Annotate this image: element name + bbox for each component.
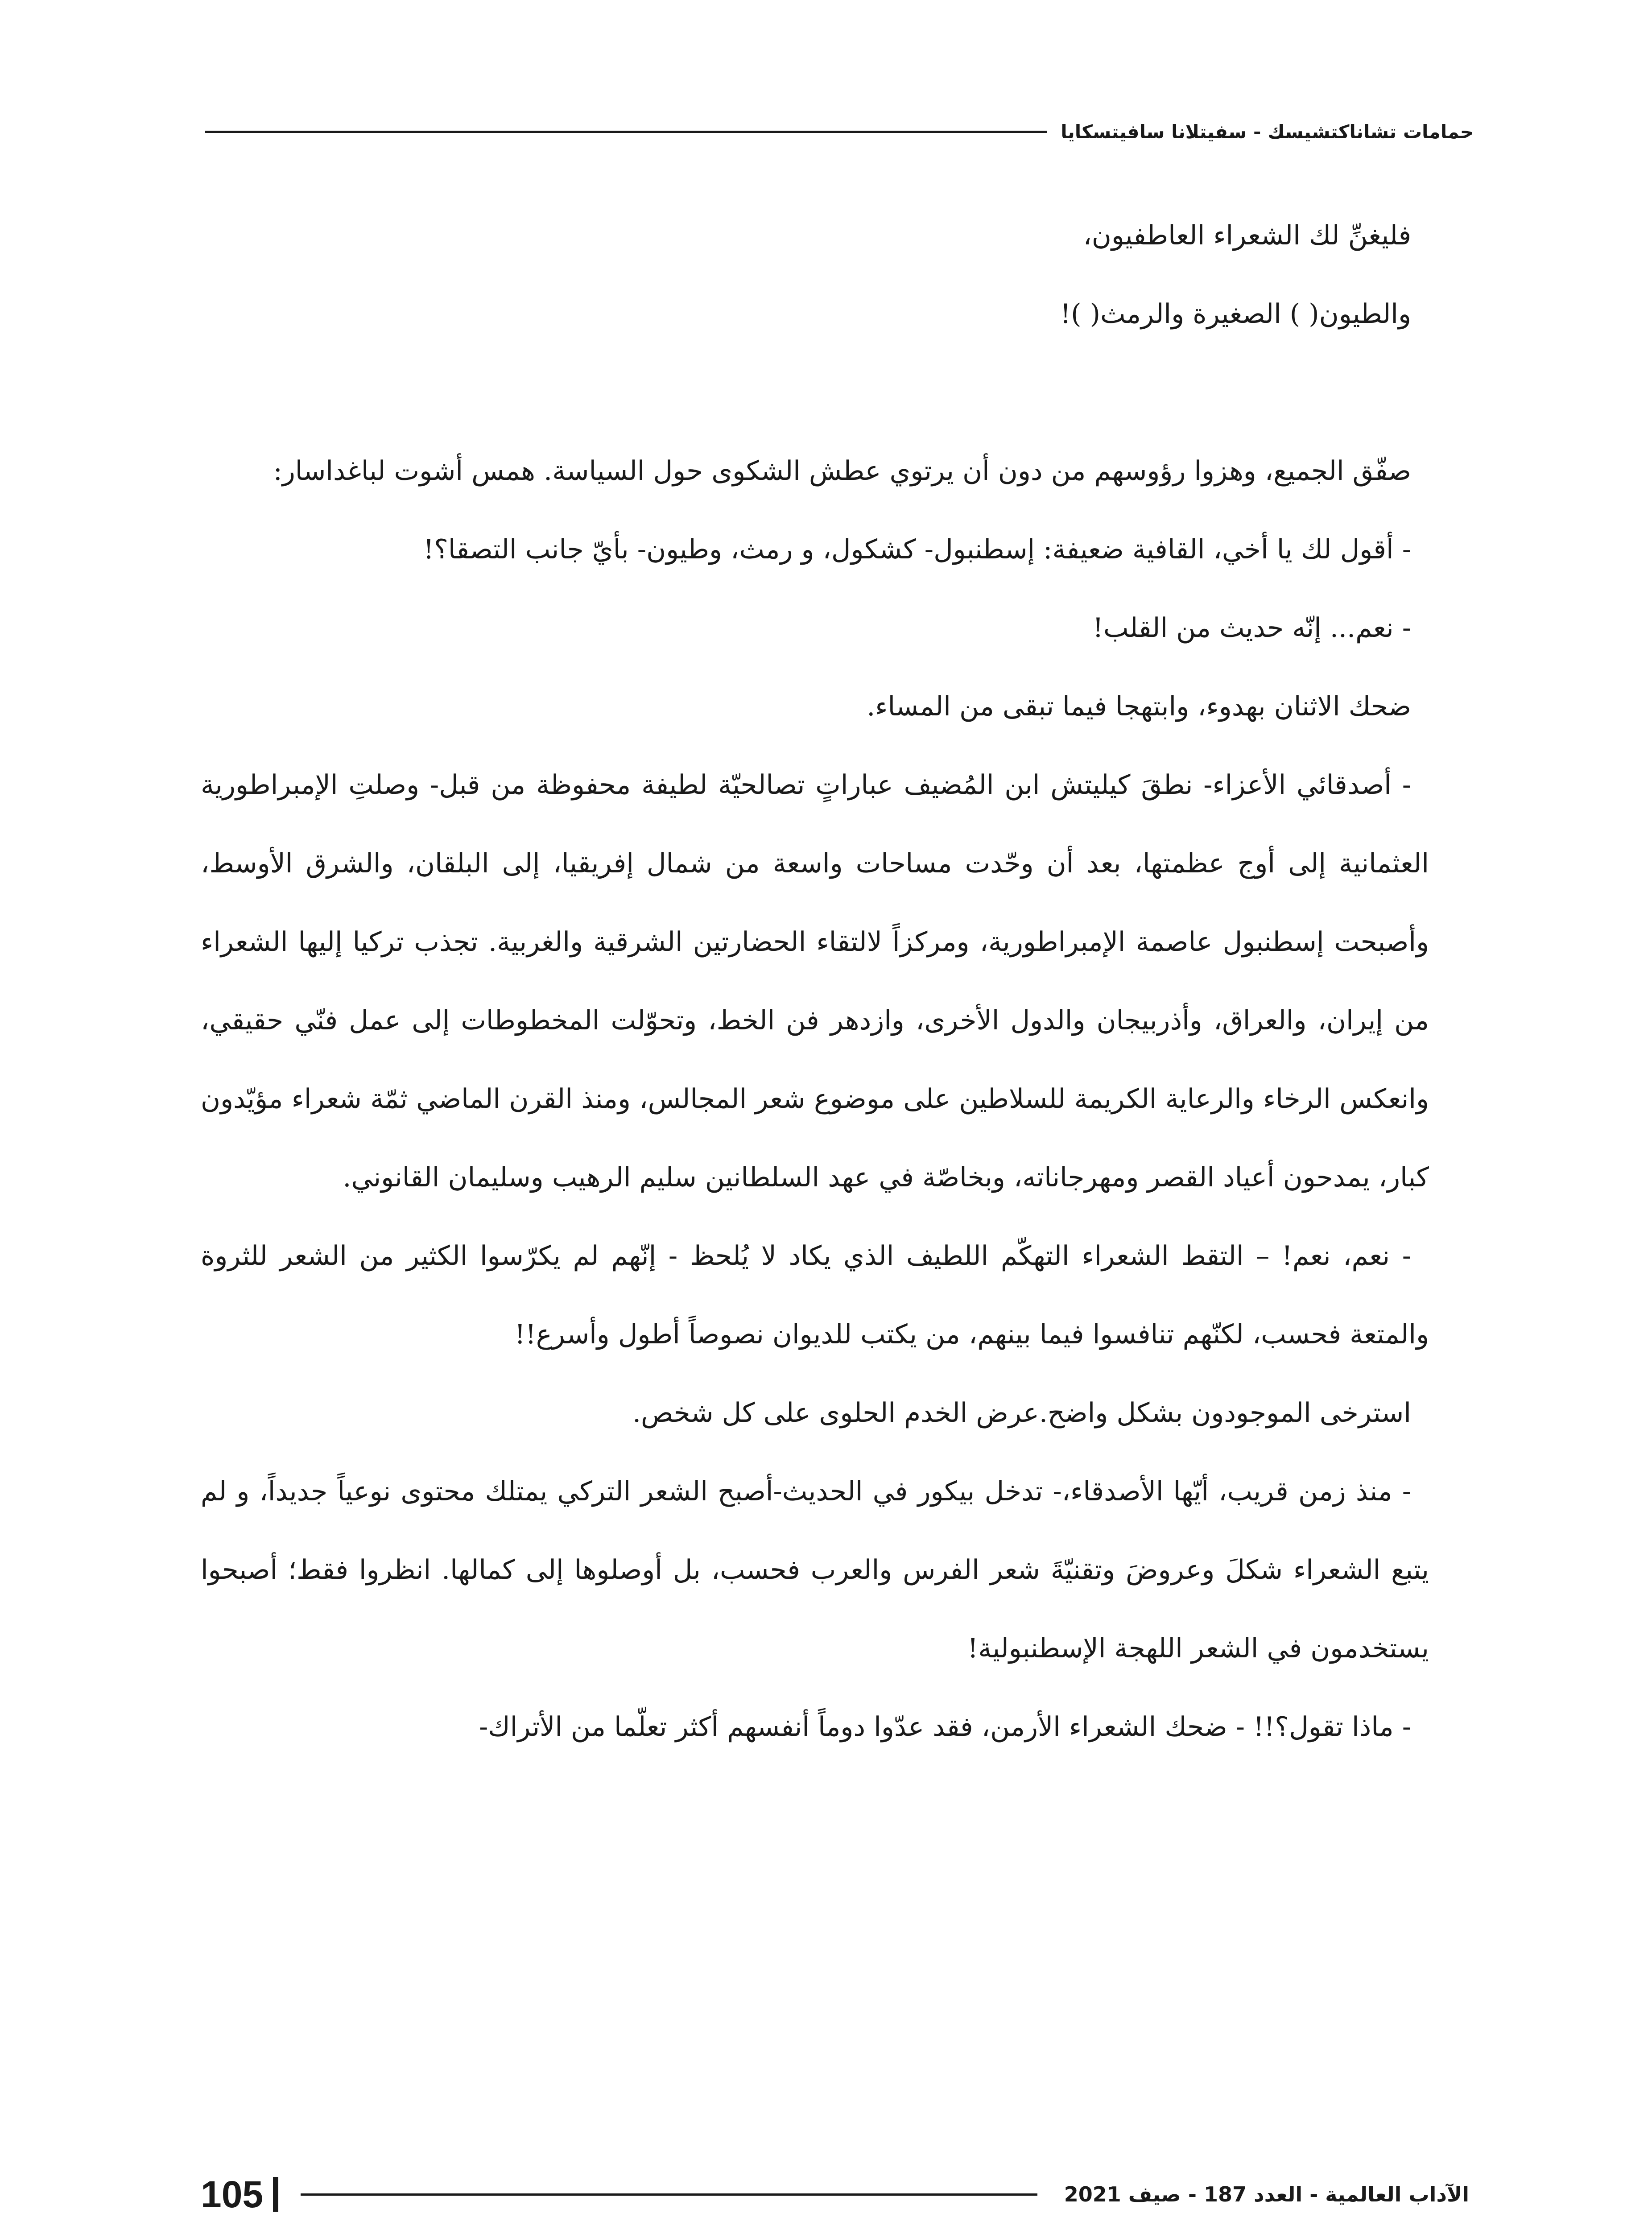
running-footer bbox=[201, 2172, 1469, 2217]
paragraph: - أصدقائي الأعزاء- نطقَ كيليتش ابن المُضيف عباراتٍ تصالحيّة لطيفة محفوظة من قبل- وصلتِ الإمبراطورية العثمانية إلى أوج عظمتها، بعد أن وحّدت مساحات واسعة من شمال إفريقيا، إلى البلقان، والشرق الأوسط، وأصبحت إسطنبول عاصمة الإمبراطورية، ومركزاً لالتقاء الحضارتين الشرقية والغربية. تجذب تركيا إليها الشعراء من إيران، والعراق، وأذربيجان والدول الأخرى، وازدهر فن الخط، وتحوّلت المخطوطات إلى عمل فنّي حقيقي، وانعكس الرخاء والرعاية الكريمة للسلاطين على موضوع شعر المجالس، ومنذ القرن الماضي ثمّة شعراء مؤيّدون كبار، يمدحون أعياد القصر ومهرجاناته، وبخاصّة في عهد السلطانين سليم الرهيب وسليمان القانوني. bbox=[201, 769, 1429, 1193]
journal-info: الآداب العالمية - العدد 187 - صيف 2021 bbox=[1064, 2182, 1469, 2206]
paragraph: - منذ زمن قريب، أيّها الأصدقاء،- تدخل بيكور في الحديث-أصبح الشعر التركي يمتلك محتوى نوعياً جديداً، و لم يتبع الشعراء شكلَ وعروضَ وتقنيّةَ شعر الفرس والعرب فحسب، بل أوصلوها إلى كمالها. انظروا فقط؛ أصبحوا يستخدمون في الشعر اللهجة الإسطنبولية! bbox=[201, 1476, 1429, 1664]
paragraph: استرخى الموجودون بشكل واضح.عرض الخدم الحلوى على كل شخص. bbox=[632, 1397, 1411, 1429]
paragraph: - ماذا تقول؟!! - ضحك الشعراء الأرمن، فقد عدّوا دوماً أنفسهم أكثر تعلّما من الأتراك- bbox=[479, 1711, 1411, 1743]
article-body bbox=[201, 196, 1429, 1766]
running-header bbox=[205, 114, 1474, 149]
paragraph: ضحك الاثنان بهدوء، وابتهجا فيما تبقى من المساء. bbox=[867, 691, 1411, 722]
paragraph: - أقول لك يا أخي، القافية ضعيفة: إسطنبول- كشكول، و رمث، وطيون- بأيّ جانب التصقا؟! bbox=[423, 534, 1411, 565]
paragraph: - نعم... إنّه حديث من القلب! bbox=[1092, 612, 1411, 644]
page-number-group bbox=[201, 2173, 278, 2216]
page-number: 105 bbox=[201, 2173, 264, 2215]
footer-rule bbox=[301, 2193, 1037, 2196]
header-rule bbox=[205, 131, 1047, 133]
paragraph: صفّق الجميع، وهزوا رؤوسهم من دون أن يرتوي عطش الشكوى حول السياسة. همس أشوت لباغداسار: bbox=[273, 455, 1411, 487]
paragraph: - نعم، نعم! – التقط الشعراء التهكّم اللطيف الذي يكاد لا يُلحظ - إنّهم لم يكرّسوا الكثير من الشعر للثروة والمتعة فحسب، لكنّهم تنافسوا فيما بينهم، من يكتب للديوان نصوصاً أطول وأسرع!! bbox=[201, 1240, 1429, 1350]
page-number-bar bbox=[273, 2177, 278, 2212]
article-title: حمامات تشاناكتشيسك - سفيتلانا سافيتسكايا bbox=[1061, 120, 1474, 143]
verse-line: فليغنِّ لك الشعراء العاطفيون، bbox=[1083, 220, 1411, 251]
verse-line: والطيون( ) الصغيرة والرمث( )! bbox=[1060, 298, 1411, 330]
